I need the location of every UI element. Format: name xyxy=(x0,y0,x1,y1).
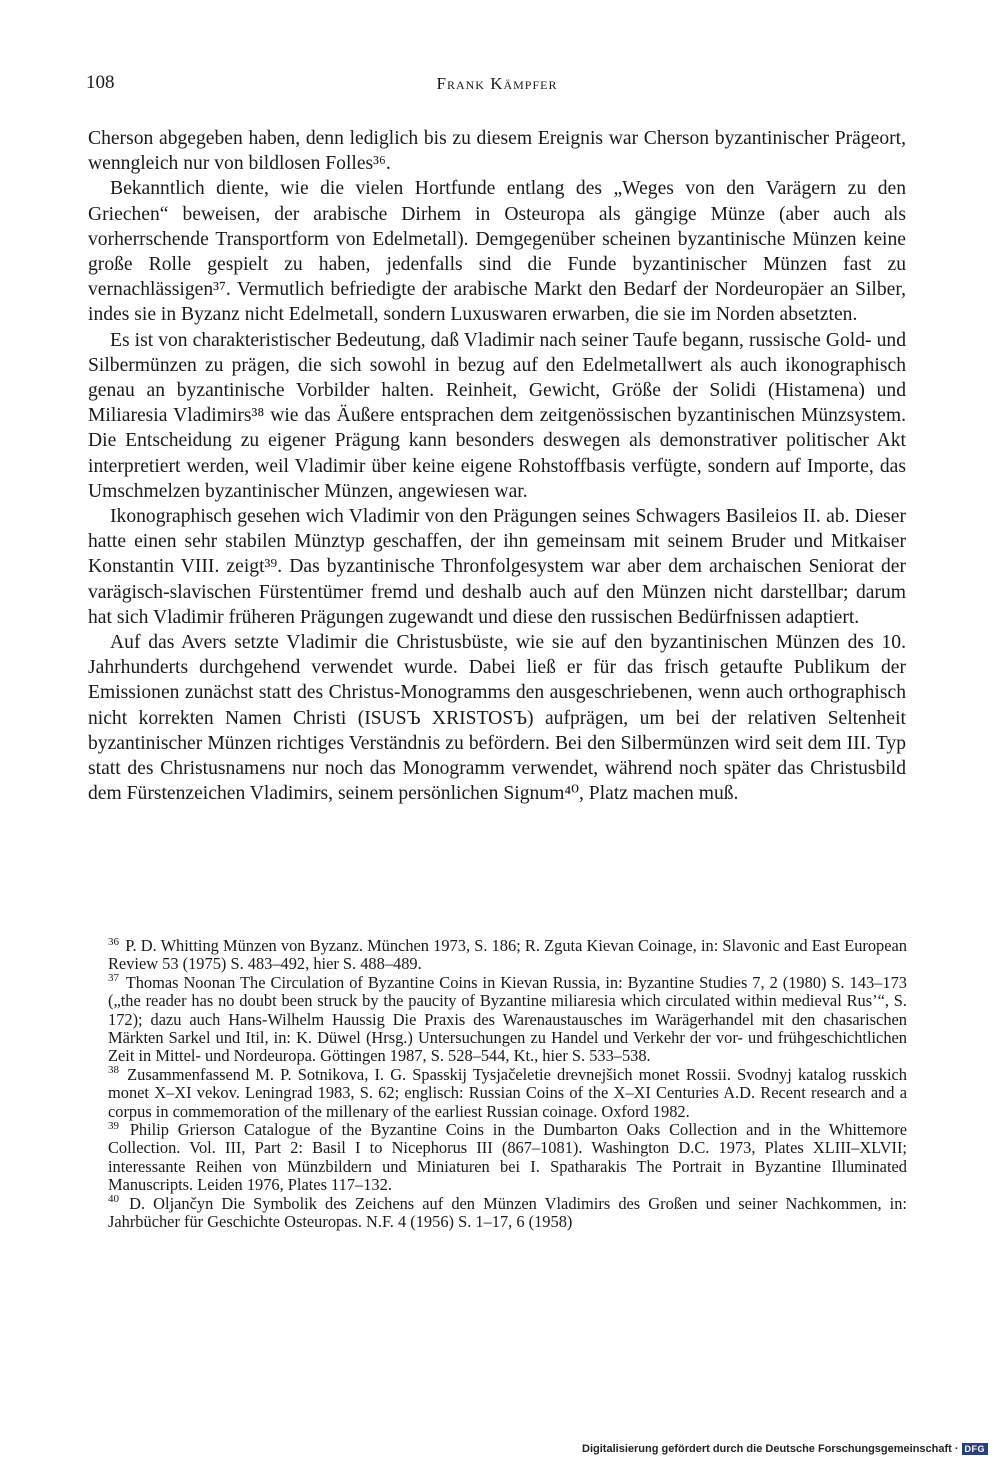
paragraph: Cherson abgegeben haben, denn lediglich bis zu diesem Ereignis war Cherson byzantinischer Prägeort, wenngleich nur von bildlosen Folles³⁶. xyxy=(88,128,906,175)
footnote-text: D. Oljančyn Die Symbolik des Zeichens auf den Münzen Vladimirs des Großen und seiner Nachkommen, in: Jahrbücher für Geschichte Osteuropas. N.F. 4 (1956) S. 1–17, 6 (1958) xyxy=(108,1193,907,1232)
footnote xyxy=(108,974,907,1066)
footnote xyxy=(108,1066,907,1121)
body-text xyxy=(88,126,906,806)
footnote-text: Zusammenfassend M. P. Sotnikova, I. G. Spasskij Tysjačeletie drevnejšich monet Rossii. Svodnyj katalog russkich monet X–XI vekov. Leningrad 1983, S. 62; englisch: Russian Coins of the X–XI Centuries A.D. Recent research and a corpus in commemoration of the millenary of the earliest Russian coinage. Oxford 1982. xyxy=(108,1064,907,1121)
footnote xyxy=(108,937,907,974)
footnote-number: 40 xyxy=(108,1193,119,1206)
paragraph: Bekanntlich diente, wie die vielen Hortfunde entlang des „Weges von den Varägern zu den Griechen“ beweisen, der arabische Dirhem in Osteuropa als gängige Münze (aber auch als vorherrschende Transportform von Edelmetall). Demgegenüber scheinen byzantinische Münzen keine große Rolle gespielt zu haben, jedenfalls sind die Funde byzantinischer Münzen fast zu vernachlässigen³⁷. Vermutlich befriedigte der arabische Markt den Bedarf der Nordeuropäer an Silber, indes sie in Byzanz nicht Edelmetall, sondern Luxuswaren erwarben, die sie im Norden absetzten. xyxy=(88,178,906,326)
footnote xyxy=(108,1121,907,1195)
paragraph: Es ist von charakteristischer Bedeutung, daß Vladimir nach seiner Taufe begann, russische Gold- und Silbermünzen zu prägen, die sich sowohl in bezug auf den Edelmetallwert als auch ikonographisch genau an byzantinische Vorbilder halten. Reinheit, Gewicht, Größe der Solidi (Histamena) und Miliaresia Vladimirs³⁸ wie das Äußere entsprachen dem zeitgenössischen byzantinischen Münzsystem. Die Entscheidung zu eigener Prägung kann besonders deswegen als demonstrativer politischer Akt interpretiert werden, weil Vladimir über keine eigene Rohstoffbasis verfügte, sondern auf Importe, das Umschmelzen byzantinischer Münzen, angewiesen war. xyxy=(88,329,906,502)
footnote xyxy=(108,1195,907,1232)
paragraph: Ikonographisch gesehen wich Vladimir von den Prägungen seines Schwagers Basileios II. ab. Dieser hatte einen sehr stabilen Münztyp geschaffen, der ihn gemeinsam mit seinem Bruder und Mitkaiser Konstantin VIII. zeigt³⁹. Das byzantinische Thronfolgesystem war aber dem archaischen Seniorat der varägisch-slavischen Fürstentümer fremd und deshalb auch auf den Münzen nicht darstellbar; darum hat sich Vladimir früheren Prägungen zugewandt und diese den russischen Bedürfnissen adaptiert. xyxy=(88,506,906,628)
footnote-number: 36 xyxy=(108,935,119,948)
paragraph: Auf das Avers setzte Vladimir die Christusbüste, wie sie auf den byzantinischen Münzen des 10. Jahrhunderts durchgehend verwendet wurde. Dabei ließ er für das frisch getaufte Publikum der Emissionen zunächst statt des Christus-Monogramms den ausgeschriebenen, wenn auch orthographisch nicht korrekten Namen Christi (ISUSЪ XRISTOSЪ) aufprägen, um bei der relativen Seltenheit byzantinischer Münzen richtiges Verständnis zu befördern. Bei den Silbermünzen wird seit dem III. Typ statt des Christusnamens nur noch das Monogramm verwendet, während noch später das Christusbild dem Fürstenzeichen Vladimirs, seinem persönlichen Signum⁴⁰, Platz machen muß. xyxy=(88,632,906,805)
footnote-text: Philip Grierson Catalogue of the Byzantine Coins in the Dumbarton Oaks Collection and in the Whittemore Collection. Vol. III, Part 2: Basil I to Nicephorus III (867–1081). Washington D.C. 1973, Plates XLIII–XLVII; interessante Reihen von Münzbildern und Miniaturen bei I. Spatharakis The Portrait in Byzantine Illuminated Manuscripts. Leiden 1976, Plates 117–132. xyxy=(108,1120,907,1195)
footnote-number: 39 xyxy=(108,1119,119,1132)
footnote-text: P. D. Whitting Münzen von Byzanz. München 1973, S. 186; R. Zguta Kievan Coinage, in: Slavonic and East European Review 53 (1975) S. 483–492, hier S. 488–489. xyxy=(108,936,907,974)
separator-dot: · xyxy=(954,1443,959,1455)
footer-credit-text: Digitalisierung gefördert durch die Deutsche Forschungsgemeinschaft xyxy=(582,1443,952,1455)
footer-credit xyxy=(582,1443,988,1455)
running-head: Frank Kämpfer xyxy=(436,74,558,93)
footnotes xyxy=(108,937,907,1232)
dfg-logo-icon: DFG xyxy=(962,1443,989,1455)
footnote-number: 37 xyxy=(108,972,119,985)
footnote-text: Thomas Noonan The Circulation of Byzantine Coins in Kievan Russia, in: Byzantine Studies 7, 2 (1980) S. 143–173 („the reader has no doubt been struck by the paucity of Byzantine miliaresia which circulated within medieval Rus’“, S. 172); dazu auch Hans-Wilhelm Haussig Die Praxis des Warenaustausches im Warägerhandel mit den chasarischen Märkten Sarkel und Itil, in: K. Düwel (Hrsg.) Untersuchungen zu Handel und Verkehr der vor- und frühgeschichtlichen Zeit in Mittel- und Nordeuropa. Göttingen 1987, S. 528–544, Kt., hier S. 533–538. xyxy=(108,972,907,1066)
footnote-number: 38 xyxy=(108,1064,119,1077)
page-header xyxy=(86,72,908,102)
page-number: 108 xyxy=(86,72,115,93)
